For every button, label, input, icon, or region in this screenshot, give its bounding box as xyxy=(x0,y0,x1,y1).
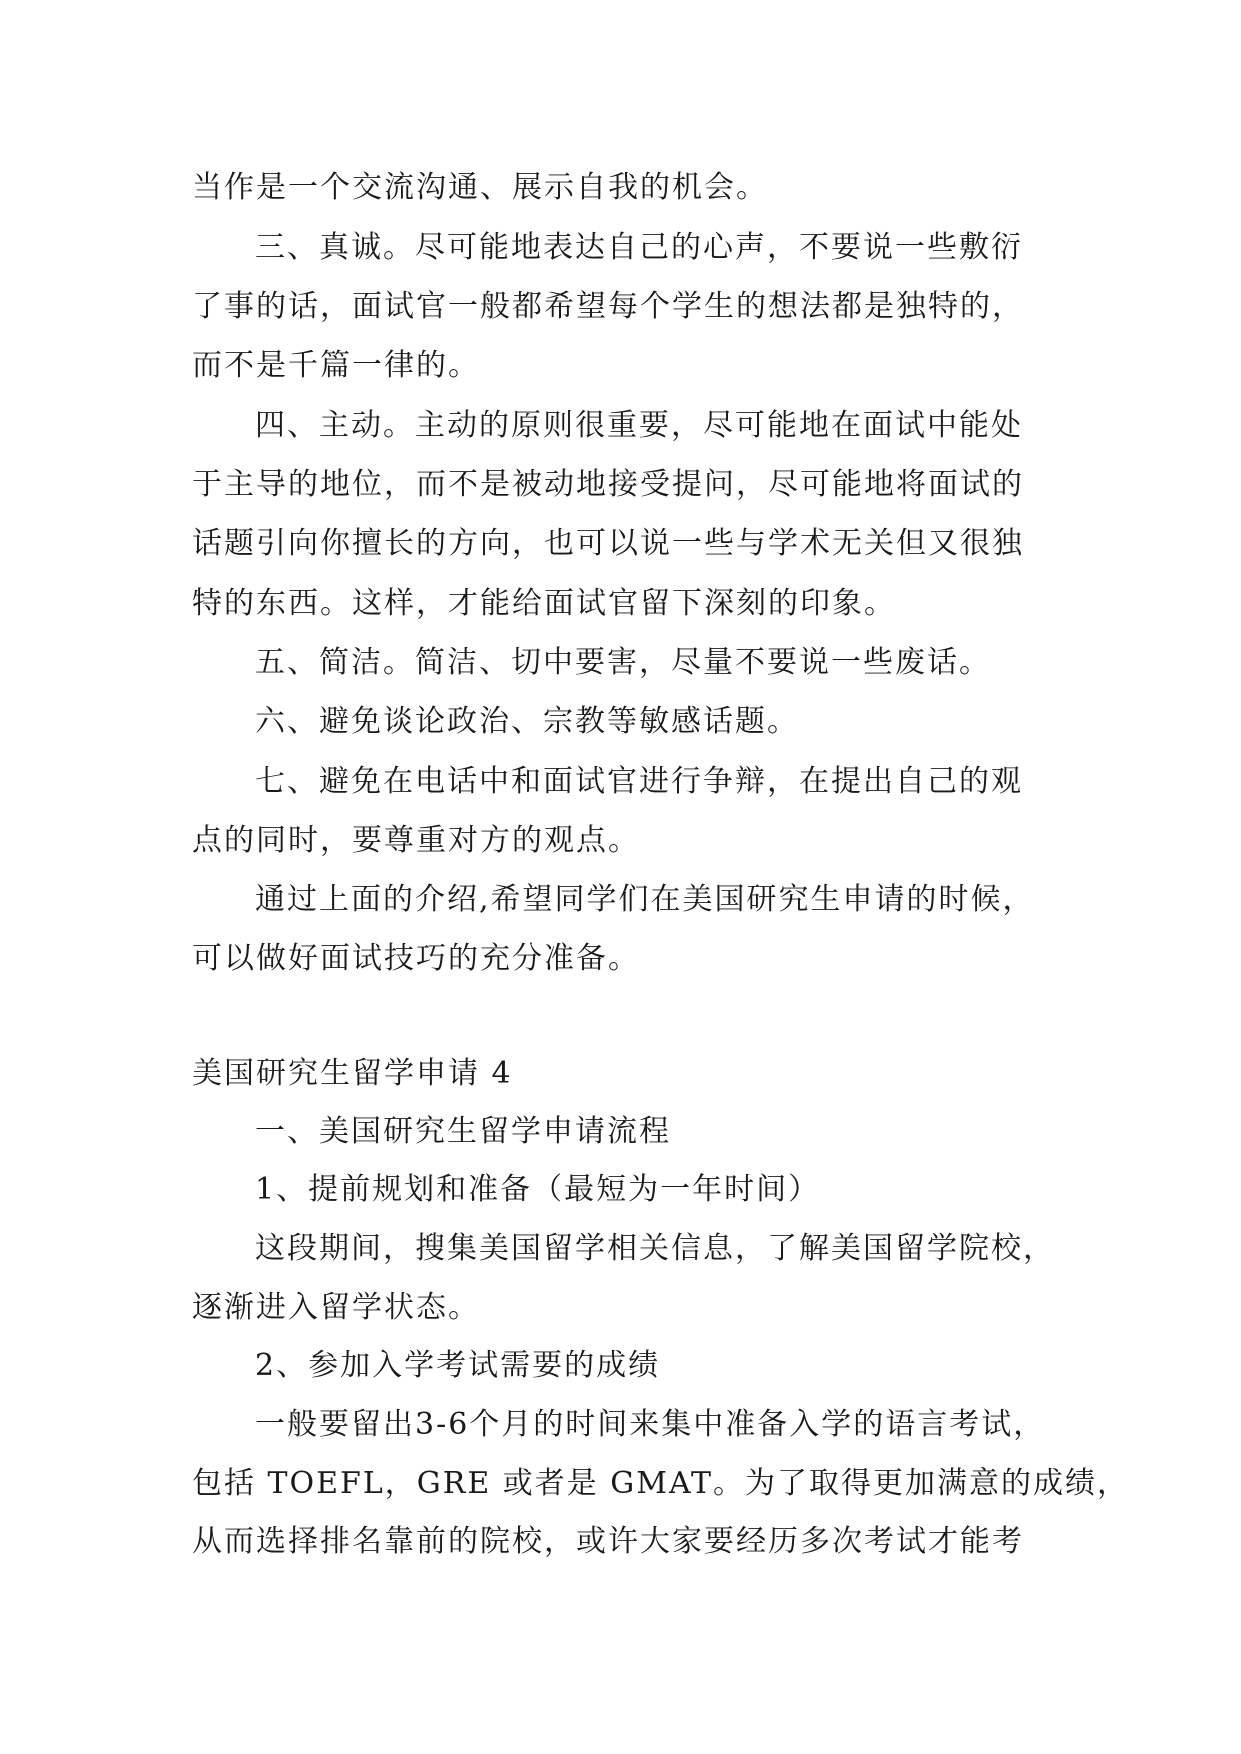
paragraph-line: 六、避免谈论政治、宗教等敏感话题。 xyxy=(255,704,799,739)
paragraph-line: 一、美国研究生留学申请流程 xyxy=(255,1114,671,1149)
paragraph-line: 当作是一个交流沟通、展示自我的机会。 xyxy=(192,170,768,205)
paragraph-line: 一般要留出3-6个月的时间来集中准备入学的语言考试， xyxy=(255,1407,1046,1442)
paragraph-line: 特的东西。这样，才能给面试官留下深刻的印象。 xyxy=(192,586,896,621)
paragraph-line: 四、主动。主动的原则很重要，尽可能地在面试中能处 xyxy=(255,408,1023,443)
paragraph-line: 这段期间，搜集美国留学相关信息，了解美国留学院校， xyxy=(255,1231,1055,1266)
paragraph-line: 点的同时，要尊重对方的观点。 xyxy=(192,823,640,858)
paragraph-line: 而不是千篇一律的。 xyxy=(192,348,480,383)
paragraph-line: 包括 TOEFL，GRE 或者是 GMAT。为了取得更加满意的成绩， xyxy=(192,1466,1130,1501)
paragraph-line: 五、简洁。简洁、切中要害，尽量不要说一些废话。 xyxy=(255,645,991,680)
paragraph-line: 逐渐进入留学状态。 xyxy=(192,1290,480,1325)
paragraph-line: 1、提前规划和准备（最短为一年时间） xyxy=(255,1172,821,1207)
section-title: 美国研究生留学申请 4 xyxy=(192,1056,513,1091)
paragraph-line: 话题引向你擅长的方向，也可以说一些与学术无关但又很独 xyxy=(192,526,1024,561)
paragraph-line: 2、参加入学考试需要的成绩 xyxy=(255,1348,661,1383)
paragraph-line: 通过上面的介绍,希望同学们在美国研究生申请的时候， xyxy=(255,882,1035,917)
paragraph-line: 于主导的地位，而不是被动地接受提问，尽可能地将面试的 xyxy=(192,467,1024,502)
paragraph-line: 了事的话，面试官一般都希望每个学生的想法都是独特的， xyxy=(192,289,1024,324)
paragraph-line: 从而选择排名靠前的院校，或许大家要经历多次考试才能考 xyxy=(192,1524,1024,1559)
paragraph-line: 七、避免在电话中和面试官进行争辩，在提出自己的观 xyxy=(255,764,1023,799)
paragraph-line: 可以做好面试技巧的充分准备。 xyxy=(192,941,640,976)
paragraph-line: 三、真诚。尽可能地表达自己的心声，不要说一些敷衍 xyxy=(255,230,1023,265)
